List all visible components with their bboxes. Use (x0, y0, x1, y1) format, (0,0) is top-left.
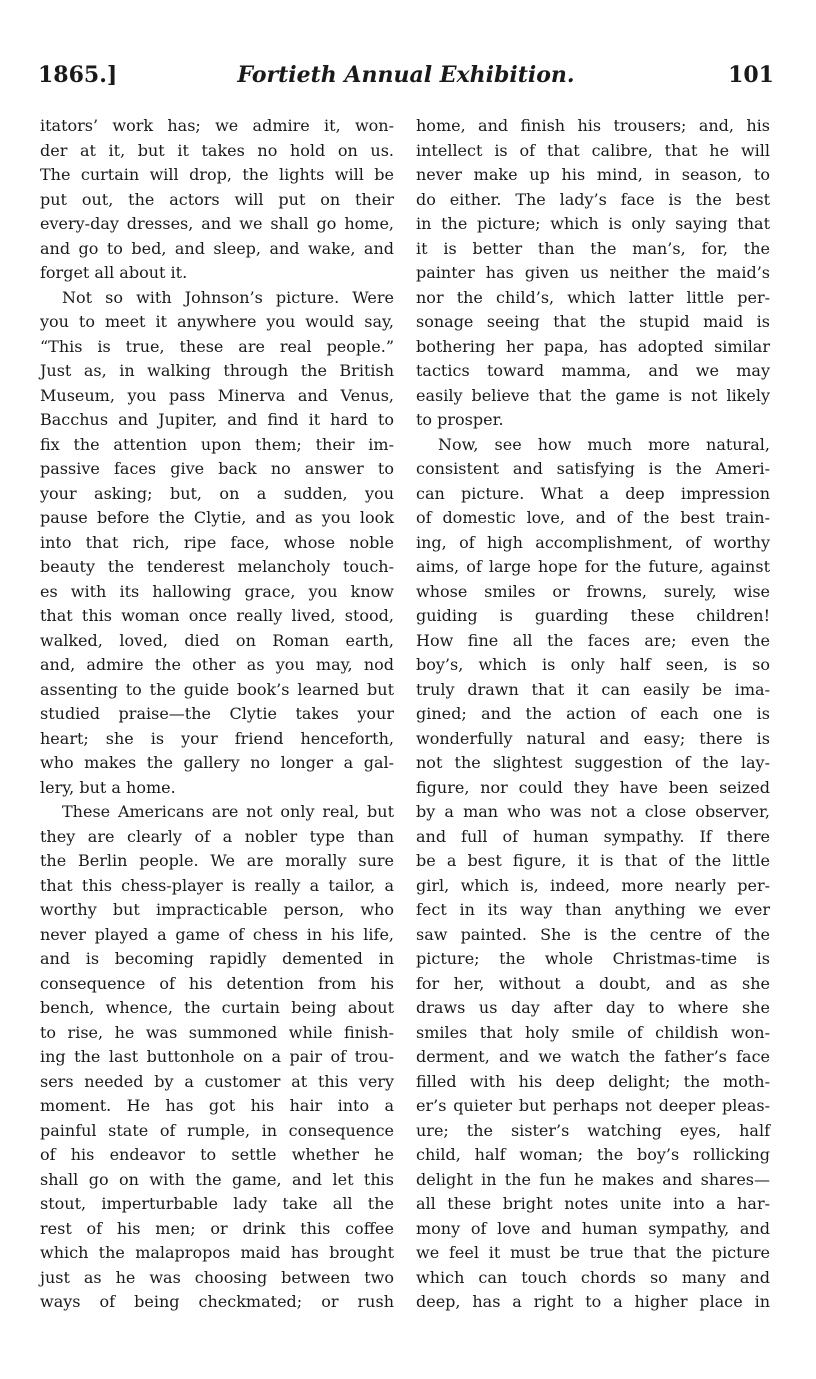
header-title: Fortieth Annual Exhibition. (237, 62, 575, 88)
text-line: be a best figure, it is that of the little (416, 851, 770, 870)
text-line: forget all about it. (40, 263, 188, 282)
text-line: moment. He has got his hair into a (40, 1096, 394, 1115)
text-line: they are clearly of a nobler type than (40, 826, 394, 846)
text-line: the Berlin people. We are morally sure (40, 851, 394, 870)
text-line: and full of human sympathy. If there (416, 826, 770, 846)
running-header (38, 62, 774, 96)
text-line: child, half woman; the boy’s rollicking (416, 1145, 770, 1164)
text-line: How fine all the faces are; even the (416, 630, 770, 650)
text-line: and go to bed, and sleep, and wake, and (40, 238, 394, 258)
text-line: stout, imperturbable lady take all the (40, 1194, 394, 1213)
text-line: tactics toward mamma, and we may (416, 361, 770, 380)
text-line: consequence of his detention from his (40, 973, 394, 993)
text-line: into that rich, ripe face, whose noble (40, 532, 394, 552)
text-line: bothering her papa, has adopted similar (416, 336, 770, 356)
text-line: easily believe that the game is not likely (416, 385, 770, 405)
text-line: which the malapropos maid has brought (40, 1243, 394, 1262)
text-line: for her, without a doubt, and as she (416, 973, 770, 993)
text-line: These Americans are not only real, but (62, 802, 394, 821)
text-line: saw painted. She is the centre of the (416, 924, 770, 944)
text-line: bench, whence, the curtain being about (40, 998, 394, 1017)
text-line: boy’s, which is only half seen, is so (416, 655, 770, 674)
text-line: fix the attention upon them; their im- (40, 434, 394, 454)
text-line: Now, see how much more natural, (438, 434, 770, 454)
text-line: deep, has a right to a higher place in (416, 1292, 770, 1311)
text-line: of domestic love, and of the best train- (416, 508, 770, 527)
text-line: never make up his mind, in season, to (416, 165, 770, 184)
text-line: Not so with Johnson’s picture. Were (62, 287, 394, 307)
text-line: every-day dresses, and we shall go home, (40, 214, 394, 233)
text-line: figure, nor could they have been seized (416, 777, 770, 797)
text-line: gined; and the action of each one is (416, 704, 770, 723)
right-text-column (416, 114, 770, 1315)
text-line: truly drawn that it can easily be ima- (416, 679, 770, 699)
text-line: can picture. What a deep impression (416, 483, 770, 503)
text-line: filled with his deep delight; the moth- (416, 1071, 770, 1091)
text-line: put out, the actors will put on their (40, 189, 394, 209)
text-line: draws us day after day to where she (416, 998, 770, 1017)
left-text-column (40, 114, 394, 1315)
text-line: do either. The lady’s face is the best (416, 189, 770, 209)
text-line: of his endeavor to settle whether he (40, 1145, 394, 1164)
text-line: ure; the sister’s watching eyes, half (416, 1120, 770, 1140)
text-line: not the slightest suggestion of the lay- (416, 753, 770, 772)
text-line: that this chess-player is really a tailor, a (40, 875, 394, 895)
text-line: wonderfully natural and easy; there is (416, 728, 770, 748)
text-line: all these bright notes unite into a har- (416, 1194, 770, 1213)
text-line: mony of love and human sympathy, and (416, 1218, 770, 1238)
text-line: painful state of rumple, in consequence (40, 1120, 394, 1140)
text-line: heart; she is your friend henceforth, (40, 728, 394, 748)
text-line: derment, and we watch the father’s face (416, 1047, 770, 1066)
text-line: in the picture; which is only saying that (416, 214, 770, 233)
text-line: you to meet it anywhere you would say, (40, 312, 394, 331)
text-line: we feel it must be true that the picture (416, 1243, 770, 1262)
text-line: itators’ work has; we admire it, won- (40, 116, 394, 135)
text-line: sers needed by a customer at this very (40, 1071, 394, 1091)
text-line: intellect is of that calibre, that he will (416, 140, 770, 160)
text-line: assenting to the guide book’s learned but (40, 679, 394, 699)
text-line: rest of his men; or drink this coffee (40, 1218, 394, 1238)
text-line: painter has given us neither the maid’s (416, 263, 770, 282)
text-line: Just as, in walking through the British (40, 361, 394, 380)
text-line: just as he was choosing between two (40, 1267, 394, 1287)
text-line: ing, of high accomplishment, of worthy (416, 532, 770, 552)
text-line: passive faces give back no answer to (40, 459, 394, 478)
text-line: es with its hallowing grace, you know (40, 581, 394, 601)
text-line: fect in its way than anything we ever (416, 900, 770, 919)
text-line: shall go on with the game, and let this (40, 1169, 394, 1189)
text-line: smiles that holy smile of childish won- (416, 1022, 770, 1042)
text-line: by a man who was not a close observer, (416, 802, 770, 821)
text-line: “This is true, these are real people.” (40, 336, 394, 356)
text-line: der at it, but it takes no hold on us. (40, 140, 394, 160)
text-line: aims, of large hope for the future, against (416, 557, 770, 576)
text-line: who makes the gallery no longer a gal- (40, 753, 394, 772)
text-line: which can touch chords so many and (416, 1267, 770, 1287)
text-line: walked, loved, died on Roman earth, (40, 630, 394, 650)
text-line: lery, but a home. (40, 777, 176, 797)
text-line: er’s quieter but perhaps not deeper pleas- (416, 1096, 770, 1115)
text-line: ways of being checkmated; or rush (40, 1292, 394, 1311)
text-line: whose smiles or frowns, surely, wise (416, 581, 770, 601)
text-line: your asking; but, on a sudden, you (40, 483, 394, 503)
text-line: sonage seeing that the stupid maid is (416, 312, 770, 331)
text-line: pause before the Clytie, and as you look (40, 508, 394, 527)
text-line: it is better than the man’s, for, the (416, 238, 770, 258)
text-line: The curtain will drop, the lights will be (40, 165, 394, 184)
text-line: worthy but impracticable person, who (40, 900, 394, 919)
text-line: picture; the whole Christmas-time is (416, 949, 770, 968)
page-number: 101 (728, 62, 774, 88)
text-line: and is becoming rapidly demented in (40, 949, 394, 968)
text-line: that this woman once really lived, stood, (40, 606, 394, 625)
text-line: Museum, you pass Minerva and Venus, (40, 385, 394, 405)
text-line: girl, which is, indeed, more nearly per- (416, 875, 770, 895)
text-line: home, and finish his trousers; and, his (416, 116, 770, 135)
text-line: beauty the tenderest melancholy touch- (40, 557, 394, 576)
text-line: to rise, he was summoned while finish- (40, 1022, 394, 1042)
text-line: and, admire the other as you may, nod (40, 655, 394, 674)
text-line: to prosper. (416, 410, 504, 429)
text-line: ing the last buttonhole on a pair of trou- (40, 1047, 394, 1066)
header-year: 1865.] (38, 62, 118, 88)
text-line: guiding is guarding these children! (416, 606, 770, 625)
text-line: nor the child’s, which latter little per- (416, 287, 770, 307)
text-line: Bacchus and Jupiter, and find it hard to (40, 410, 394, 429)
text-line: studied praise—the Clytie takes your (40, 704, 394, 723)
text-line: never played a game of chess in his life, (40, 924, 394, 944)
text-line: delight in the fun he makes and shares— (416, 1169, 770, 1189)
text-line: consistent and satisfying is the Ameri- (416, 459, 770, 478)
